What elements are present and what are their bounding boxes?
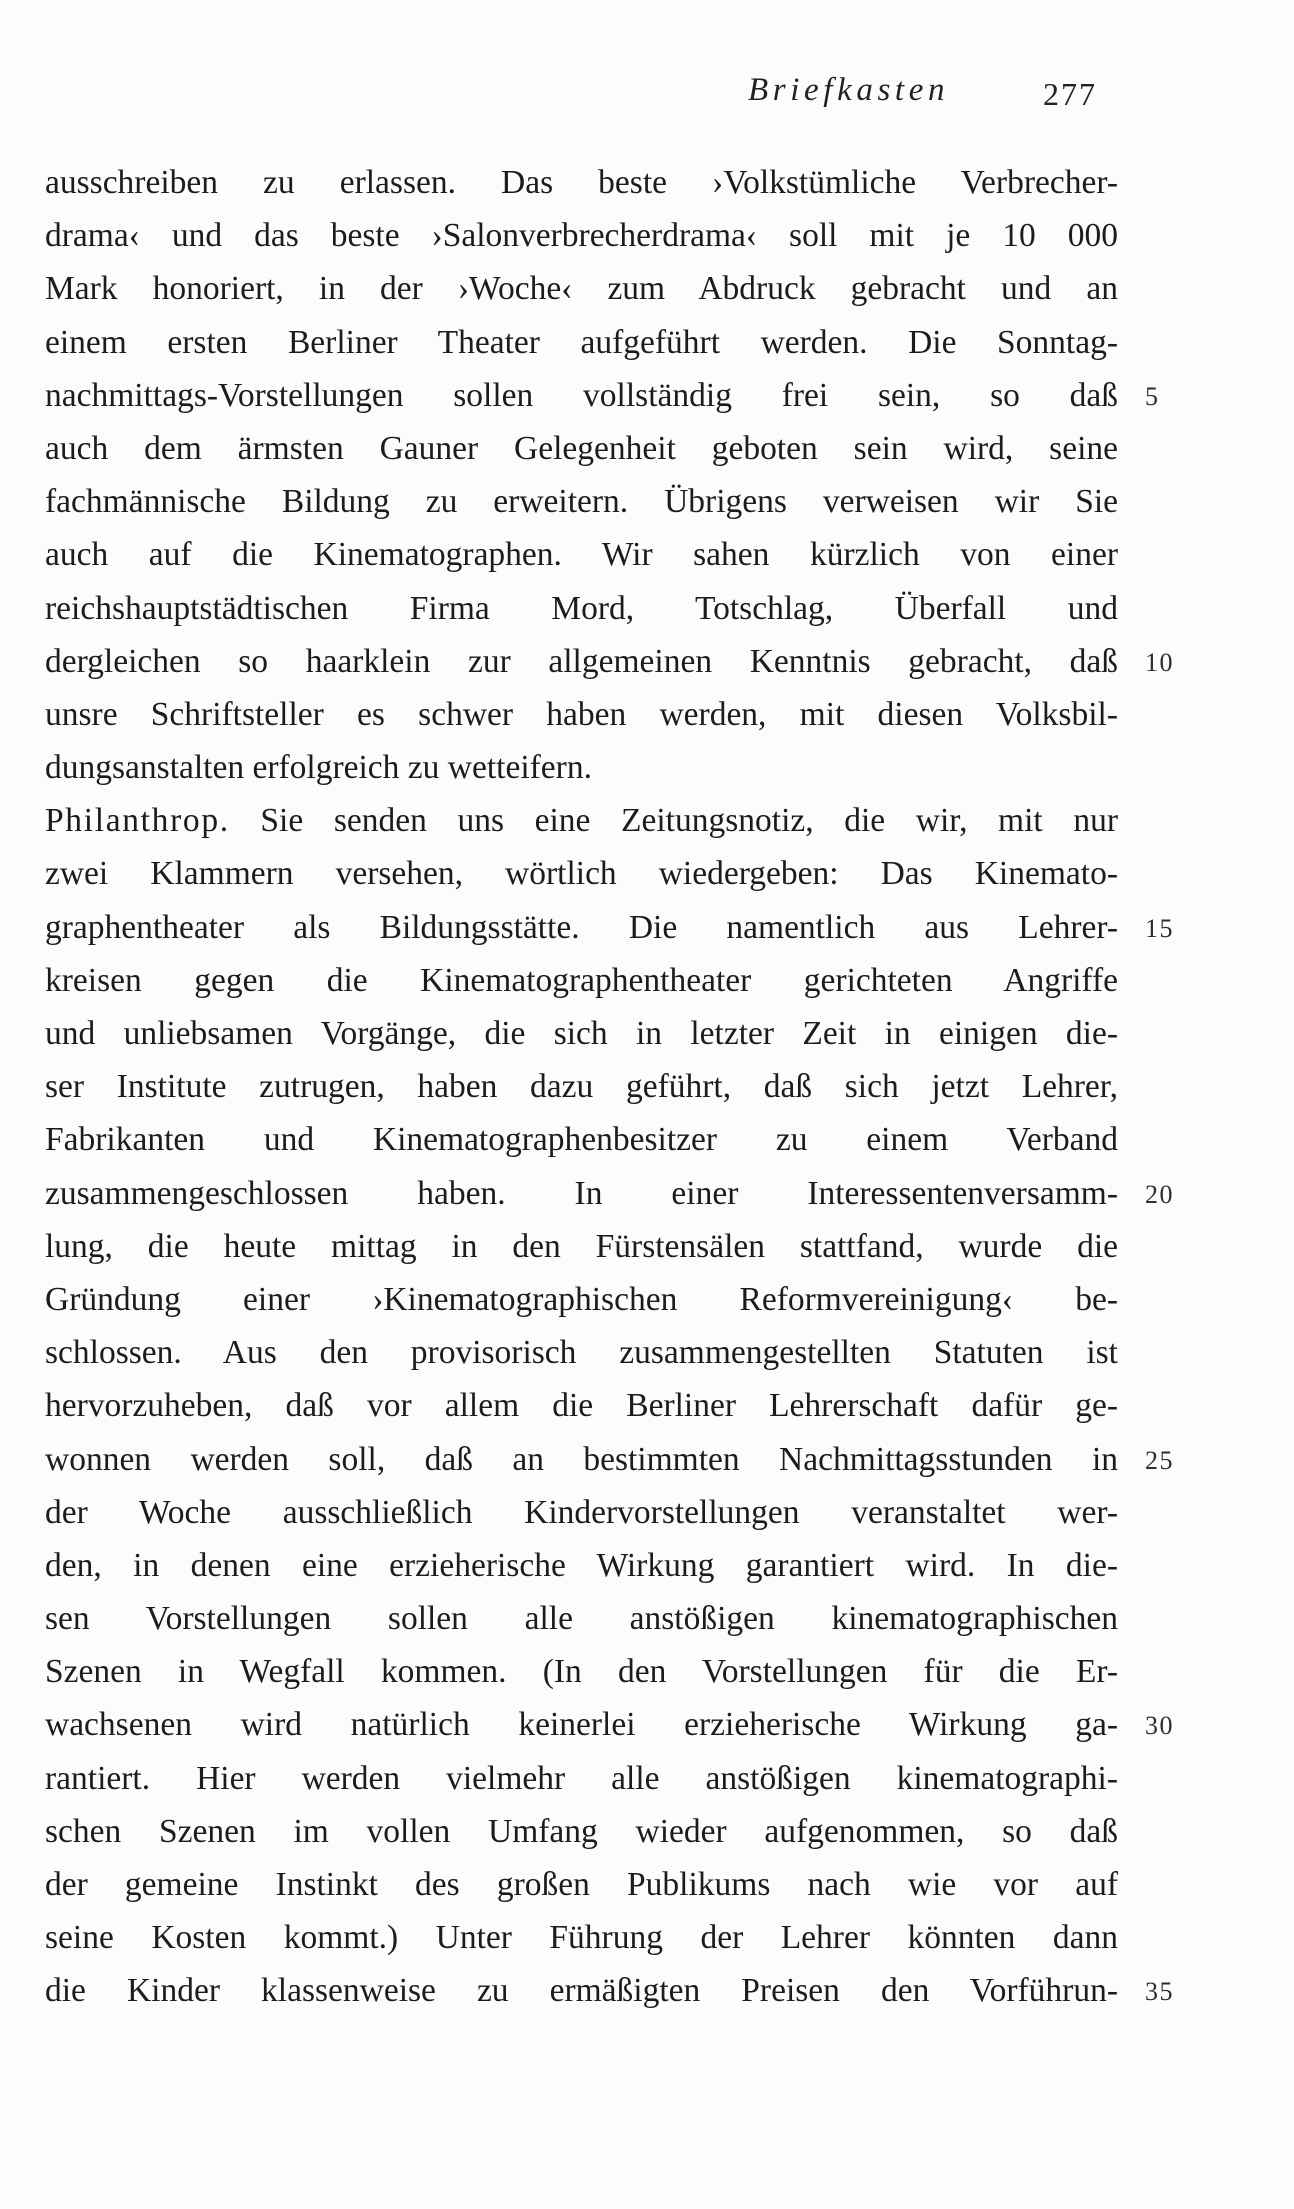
text-line (45, 528, 1118, 581)
text-line (45, 1752, 1118, 1805)
text-line-content: lung, die heute mittag in den Fürstensälen stattfand, wurde die (45, 1227, 1118, 1265)
text-line (45, 688, 1118, 741)
text-line-content: Philanthrop. Sie senden uns eine Zeitungsnotiz, die wir, mit nur (45, 802, 1118, 840)
text-line (45, 1113, 1118, 1166)
text-line (45, 1273, 1118, 1326)
text-line (45, 1592, 1118, 1645)
text-line-content: unsre Schriftsteller es schwer haben werden, mit diesen Volksbil- (45, 695, 1118, 733)
text-line-content: auch dem ärmsten Gauner Gelegenheit geboten sein wird, seine (45, 429, 1118, 467)
text-line (45, 741, 1118, 794)
text-line (45, 316, 1118, 369)
text-line (45, 1433, 1174, 1486)
running-head: Briefkasten (748, 72, 950, 108)
text-line (45, 794, 1118, 847)
text-line-content: wachsenen wird natürlich keinerlei erzieherische Wirkung ga- (45, 1706, 1118, 1744)
text-line-content: kreisen gegen die Kinematographentheater gerichteten Angriffe (45, 961, 1118, 999)
text-line (45, 262, 1118, 315)
text-line (45, 1964, 1174, 2017)
text-line-content: zusammengeschlossen haben. In einer Interessentenversamm- (45, 1174, 1118, 1212)
text-line-content: die Kinder klassenweise zu ermäßigten Preisen den Vorführun- (45, 1972, 1118, 2010)
text-line (45, 1911, 1118, 1964)
text-line-content: dungsanstalten erfolgreich zu wetteifern. (45, 749, 592, 787)
text-line (45, 635, 1174, 688)
line-number: 30 (1145, 1711, 1174, 1741)
text-line-content: fachmännische Bildung zu erweitern. Übrigens verweisen wir Sie (45, 483, 1118, 521)
text-line-content: wonnen werden soll, daß an bestimmten Nachmittagsstunden in (45, 1440, 1118, 1478)
text-line (45, 1379, 1118, 1432)
text-block (45, 156, 1174, 2018)
text-line-content: und unliebsamen Vorgänge, die sich in letzter Zeit in einigen die- (45, 1015, 1118, 1052)
text-line-content: Mark honoriert, in der ›Woche‹ zum Abdruck gebracht und an (45, 270, 1118, 308)
text-line (45, 156, 1118, 209)
text-line (45, 1645, 1118, 1698)
text-line (45, 847, 1118, 900)
line-number: 10 (1145, 647, 1174, 677)
text-line-content: graphentheater als Bildungsstätte. Die namentlich aus Lehrer- (45, 908, 1118, 946)
text-line-content: nachmittags-Vorstellungen sollen vollständig frei sein, so daß (45, 376, 1118, 414)
text-line-content: ausschreiben zu erlassen. Das beste ›Volkstümliche Verbrecher- (45, 164, 1118, 201)
text-line (45, 1486, 1118, 1539)
text-line (45, 1858, 1118, 1911)
line-number: 25 (1145, 1445, 1174, 1475)
text-line-content: zwei Klammern versehen, wörtlich wiedergeben: Das Kinemato- (45, 855, 1118, 893)
line-number: 15 (1145, 913, 1174, 943)
page-number: 277 (1043, 76, 1097, 112)
text-line (45, 209, 1118, 262)
text-line-content: drama‹ und das beste ›Salonverbrecherdrama‹ soll mit je 10 000 (45, 217, 1118, 255)
text-line (45, 582, 1118, 635)
text-line-content: hervorzuheben, daß vor allem die Berliner Lehrerschaft dafür ge- (45, 1387, 1118, 1425)
text-line-content: seine Kosten kommt.) Unter Führung der Lehrer könnten dann (45, 1919, 1118, 1957)
text-line (45, 1060, 1118, 1113)
text-line-content: der gemeine Instinkt des großen Publikums nach wie vor auf (45, 1866, 1118, 1903)
text-line-content: dergleichen so haarklein zur allgemeinen Kenntnis gebracht, daß (45, 642, 1118, 680)
text-line-content: den, in denen eine erzieherische Wirkung garantiert wird. In die- (45, 1546, 1118, 1584)
paragraph-lead: Philanthrop. (45, 802, 230, 840)
text-line (45, 1805, 1118, 1858)
text-line-content: Fabrikanten und Kinematographenbesitzer zu einem Verband (45, 1121, 1118, 1159)
text-line (45, 369, 1160, 422)
text-line (45, 901, 1174, 954)
text-line (45, 1539, 1118, 1592)
text-line-content: schlossen. Aus den provisorisch zusammengestellten Statuten ist (45, 1334, 1118, 1372)
text-line-content: auch auf die Kinematographen. Wir sahen kürzlich von einer (45, 536, 1118, 574)
text-line-content: Gründung einer ›Kinematographischen Reformvereinigung‹ be- (45, 1280, 1118, 1318)
text-line-content: sen Vorstellungen sollen alle anstößigen kinematographischen (45, 1600, 1118, 1638)
text-line (45, 1167, 1174, 1220)
line-number: 20 (1145, 1179, 1174, 1209)
text-line-content: ser Institute zutrugen, haben dazu geführt, daß sich jetzt Lehrer, (45, 1068, 1118, 1106)
text-line-content: der Woche ausschließlich Kindervorstellungen veranstaltet wer- (45, 1493, 1118, 1531)
text-line (45, 422, 1118, 475)
text-line-content: einem ersten Berliner Theater aufgeführt werden. Die Sonntag- (45, 323, 1118, 361)
text-line (45, 475, 1118, 528)
text-line-content: reichshauptstädtischen Firma Mord, Totschlag, Überfall und (45, 589, 1118, 627)
text-line-content: rantiert. Hier werden vielmehr alle anstößigen kinematographi- (45, 1759, 1118, 1797)
line-number: 5 (1145, 381, 1160, 411)
text-line-content: schen Szenen im vollen Umfang wieder aufgenommen, so daß (45, 1812, 1118, 1850)
text-line-content: Szenen in Wegfall kommen. (In den Vorstellungen für die Er- (45, 1653, 1118, 1691)
text-line (45, 1007, 1118, 1060)
text-line (45, 1326, 1118, 1379)
line-number: 35 (1145, 1977, 1174, 2007)
text-line (45, 1220, 1118, 1273)
text-line (45, 1698, 1174, 1751)
text-line (45, 954, 1118, 1007)
